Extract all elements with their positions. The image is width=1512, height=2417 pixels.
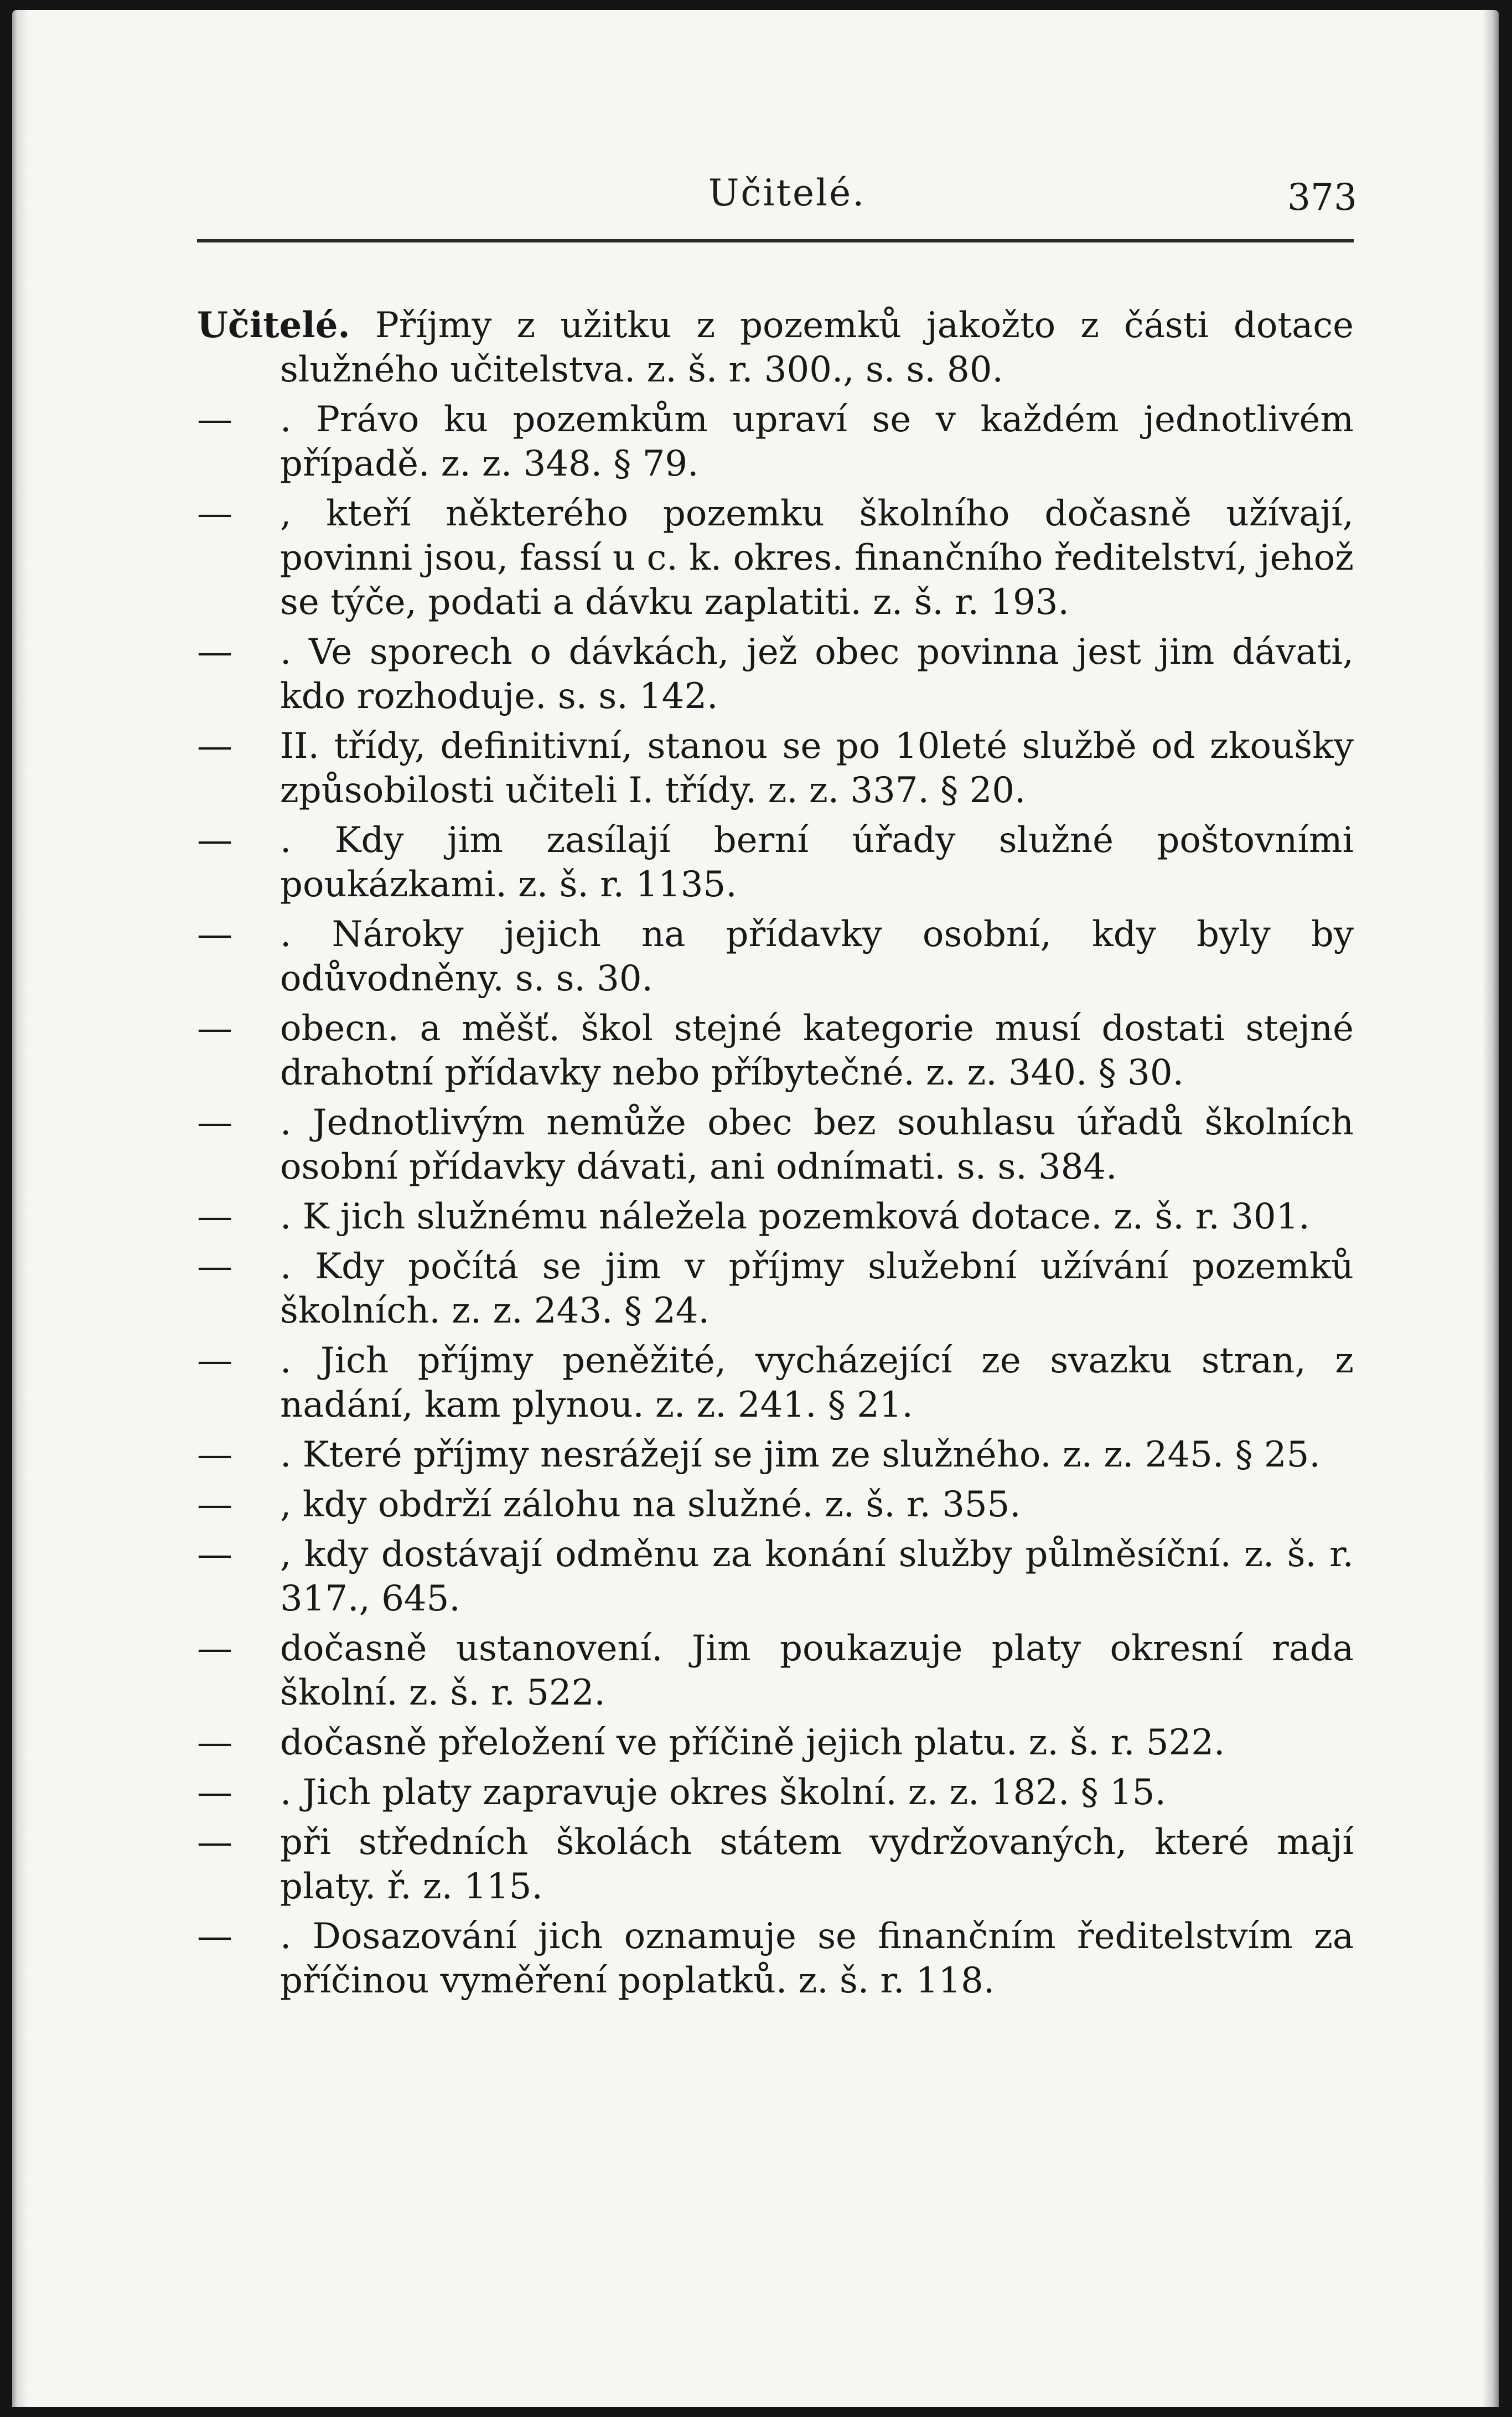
entry-text: . Jich příjmy peněžité, vycházející ze svazku stran, z nadání, kam plynou. z. z. 241. § 21. xyxy=(280,1340,1354,1426)
entry-dash: — xyxy=(197,1628,232,1669)
index-entry xyxy=(197,724,1354,813)
entry-headword: Učitelé. xyxy=(197,304,350,346)
book-page xyxy=(12,10,1499,2407)
entry-dash: — xyxy=(197,726,232,767)
index-entry xyxy=(197,1914,1354,2003)
index-entry xyxy=(197,1820,1354,1909)
entry-dash: — xyxy=(197,1196,232,1237)
header-rule xyxy=(197,239,1354,242)
entry-text: . Ve sporech o dávkách, jež obec povinna jest jim dávati, kdo rozhoduje. s. s. 142. xyxy=(280,632,1354,717)
entry-text: při středních školách státem vydržovaných, které mají platy. ř. z. 115. xyxy=(280,1822,1354,1907)
index-entry xyxy=(197,818,1354,907)
entry-dash: — xyxy=(197,1772,232,1813)
entry-dash: — xyxy=(197,1434,232,1475)
entry-dash: — xyxy=(197,1340,232,1381)
entry-text: , kdy obdrží zálohu na služné. z. š. r. 355. xyxy=(280,1484,1021,1525)
entry-text: . Kdy jim zasílají berní úřady služné poštovními poukázkami. z. š. r. 1135. xyxy=(280,820,1354,905)
entry-dash: — xyxy=(197,1246,232,1287)
entry-text: . K jich služnému náležela pozemková dotace. z. š. r. 301. xyxy=(280,1196,1310,1237)
entry-text: Příjmy z užitku z pozemků jakožto z části dotace služného učitelstva. z. š. r. 300., s. s. 80. xyxy=(280,305,1354,390)
entry-dash: — xyxy=(197,820,232,861)
entry-text: . Kdy počítá se jim v příjmy služební užívání pozemků školních. z. z. 243. § 24. xyxy=(280,1246,1354,1331)
entry-dash: — xyxy=(197,1484,232,1525)
entry-dash: — xyxy=(197,1722,232,1763)
entry-text: II. třídy, definitivní, stanou se po 10leté službě od zkoušky způsobilosti učiteli I. třídy. z. z. 337. § 20. xyxy=(280,726,1354,811)
index-entry xyxy=(197,1626,1354,1715)
entry-dash: — xyxy=(197,1822,232,1863)
entry-text: dočasně ustanovení. Jim poukazuje platy okresní rada školní. z. š. r. 522. xyxy=(280,1628,1354,1713)
entry-dash: — xyxy=(197,1916,232,1957)
page-right-edge-shadow xyxy=(1482,10,1499,2407)
index-entry xyxy=(197,912,1354,1001)
entry-dash: — xyxy=(197,493,232,534)
entry-text: , kdy dostávají odměnu za konání služby půlměsíční. z. š. r. 317., 645. xyxy=(280,1534,1354,1619)
index-entry xyxy=(197,303,1354,392)
entry-text: . Jednotlivým nemůže obec bez souhlasu úřadů školních osobní přídavky dávati, ani odnímati. s. s. 384. xyxy=(280,1102,1354,1187)
entry-text: obecn. a měšť. škol stejné kategorie musí dostati stejné drahotní přídavky nebo příbytečné. z. z. 340. § 30. xyxy=(280,1008,1354,1093)
entry-text: , kteří některého pozemku školního dočasně užívají, povinni jsou, fassí u c. k. okres. finančního ředitelství, jehož se týče, podati a dávku zaplatiti. z. š. r. 193. xyxy=(280,493,1354,623)
page-left-edge-shadow xyxy=(12,10,29,2407)
index-entry xyxy=(197,1770,1354,1815)
entry-dash: — xyxy=(197,632,232,673)
page-number: 373 xyxy=(1287,176,1357,219)
index-entry xyxy=(197,492,1354,624)
index-entries xyxy=(197,303,1354,2008)
entry-text: . Dosazování jich oznamuje se finančním ředitelstvím za příčinou vyměření poplatků. z. š. r. 118. xyxy=(280,1916,1354,2001)
running-title: Učitelé. xyxy=(708,172,866,214)
entry-text: . Které příjmy nesrážejí se jim ze služného. z. z. 245. § 25. xyxy=(280,1434,1321,1475)
entry-dash: — xyxy=(197,1008,232,1049)
index-entry xyxy=(197,397,1354,486)
index-entry xyxy=(197,1721,1354,1765)
entry-text: . Jich platy zapravuje okres školní. z. z. 182. § 15. xyxy=(280,1772,1166,1813)
index-entry xyxy=(197,1101,1354,1189)
index-entry xyxy=(197,1339,1354,1427)
index-entry xyxy=(197,1433,1354,1477)
index-entry xyxy=(197,1483,1354,1527)
index-entry xyxy=(197,1244,1354,1333)
index-entry xyxy=(197,630,1354,719)
entry-dash: — xyxy=(197,914,232,955)
entry-text: . Nároky jejich na přídavky osobní, kdy byly by odůvodněny. s. s. 30. xyxy=(280,914,1354,999)
entry-text: dočasně přeložení ve příčině jejich platu. z. š. r. 522. xyxy=(280,1722,1225,1763)
entry-dash: — xyxy=(197,1534,232,1575)
index-entry xyxy=(197,1006,1354,1095)
entry-dash: — xyxy=(197,399,232,440)
index-entry xyxy=(197,1195,1354,1239)
index-entry xyxy=(197,1532,1354,1621)
entry-dash: — xyxy=(197,1102,232,1143)
entry-text: . Právo ku pozemkům upraví se v každém jednotlivém případě. z. z. 348. § 79. xyxy=(280,399,1354,484)
